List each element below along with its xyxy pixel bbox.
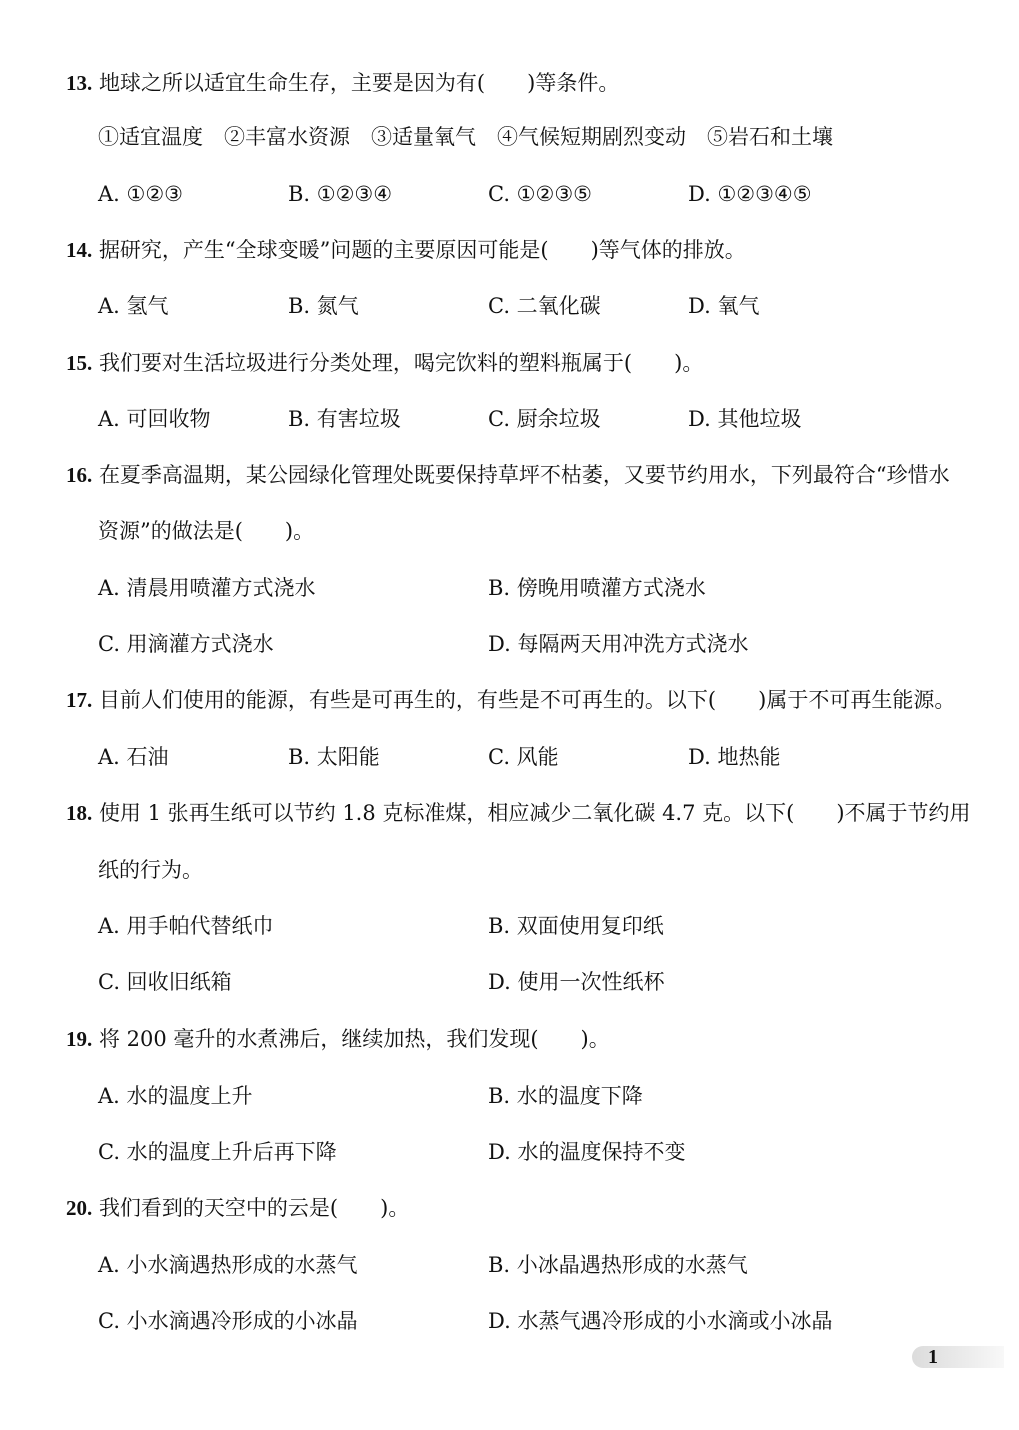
question-19-stem (66, 1024, 610, 1054)
option-d[interactable]: D. 其他垃圾 (688, 407, 802, 431)
question-text-continued: 纸的行为。 (98, 858, 203, 882)
option-d[interactable]: D. 使用一次性纸杯 (488, 970, 665, 994)
question-number: 13. (66, 71, 93, 95)
question-14-stem (66, 235, 746, 265)
option-b[interactable]: B. 傍晚用喷灌方式浇水 (488, 576, 706, 600)
option-c[interactable]: C. 二氧化碳 (488, 294, 601, 318)
option-a[interactable]: A. 氢气 (98, 294, 169, 318)
option-d[interactable]: D. ①②③④⑤ (688, 182, 812, 206)
question-number: 14. (66, 238, 93, 262)
option-b[interactable]: B. 水的温度下降 (488, 1084, 643, 1108)
option-a[interactable]: A. 用手帕代替纸巾 (98, 914, 274, 938)
option-a[interactable]: A. 水的温度上升 (98, 1084, 253, 1108)
option-c[interactable]: C. ①②③⑤ (488, 182, 592, 206)
option-c[interactable]: C. 厨余垃圾 (488, 407, 601, 431)
question-text: 我们要对生活垃圾进行分类处理，喝完饮料的塑料瓶属于( )。 (98, 351, 704, 375)
page-number-tab (912, 1346, 1004, 1368)
option-d[interactable]: D. 水的温度保持不变 (488, 1140, 686, 1164)
question-13-stem (66, 68, 619, 98)
option-d[interactable]: D. 地热能 (688, 745, 781, 769)
question-number: 16. (66, 463, 93, 487)
option-b[interactable]: B. ①②③④ (288, 182, 393, 206)
page-number: 1 (928, 1346, 938, 1368)
question-text: 地球之所以适宜生命生存，主要是因为有( )等条件。 (98, 71, 620, 95)
option-b[interactable]: B. 太阳能 (288, 745, 380, 769)
option-a[interactable]: A. ①②③ (98, 182, 183, 206)
option-a[interactable]: A. 小水滴遇热形成的水蒸气 (98, 1253, 358, 1277)
option-c[interactable]: C. 水的温度上升后再下降 (98, 1140, 337, 1164)
question-text: 使用 1 张再生纸可以节约 1.8 克标准煤，相应减少二氧化碳 4.7 克。以下( )不属于节约用 (98, 801, 971, 825)
question-text: 目前人们使用的能源，有些是可再生的，有些是不可再生的。以下( )属于不可再生能源。 (98, 688, 956, 712)
question-text-continued: 资源”的做法是( )。 (98, 519, 315, 543)
option-b[interactable]: B. 氮气 (288, 294, 359, 318)
option-a[interactable]: A. 清晨用喷灌方式浇水 (98, 576, 316, 600)
option-d[interactable]: D. 氧气 (688, 294, 760, 318)
question-number: 15. (66, 351, 93, 375)
option-d[interactable]: D. 每隔两天用冲洗方式浇水 (488, 632, 749, 656)
question-13-statements: ①适宜温度 ②丰富水资源 ③适量氧气 ④气候短期剧烈变动 ⑤岩石和土壤 (98, 125, 833, 149)
question-15-stem (66, 348, 703, 378)
option-b[interactable]: B. 有害垃圾 (288, 407, 401, 431)
option-c[interactable]: C. 风能 (488, 745, 559, 769)
option-b[interactable]: B. 双面使用复印纸 (488, 914, 664, 938)
question-18-stem (66, 798, 971, 828)
question-20-stem (66, 1193, 409, 1223)
option-d[interactable]: D. 水蒸气遇冷形成的小水滴或小冰晶 (488, 1309, 833, 1333)
question-text: 将 200 毫升的水煮沸后，继续加热，我们发现( )。 (98, 1027, 610, 1051)
question-text: 在夏季高温期，某公园绿化管理处既要保持草坪不枯萎，又要节约用水，下列最符合“珍惜水 (98, 463, 950, 487)
option-b[interactable]: B. 小冰晶遇热形成的水蒸气 (488, 1253, 748, 1277)
question-text: 据研究，产生“全球变暖”问题的主要原因可能是( )等气体的排放。 (98, 238, 746, 262)
question-number: 20. (66, 1196, 93, 1220)
question-number: 17. (66, 688, 93, 712)
question-number: 19. (66, 1027, 93, 1051)
option-c[interactable]: C. 小水滴遇冷形成的小冰晶 (98, 1309, 358, 1333)
question-number: 18. (66, 801, 93, 825)
question-text: 我们看到的天空中的云是( )。 (98, 1196, 410, 1220)
option-c[interactable]: C. 回收旧纸箱 (98, 970, 232, 994)
question-17-stem (66, 685, 955, 715)
question-16-stem (66, 460, 950, 490)
option-a[interactable]: A. 石油 (98, 745, 169, 769)
option-a[interactable]: A. 可回收物 (98, 407, 211, 431)
option-c[interactable]: C. 用滴灌方式浇水 (98, 632, 274, 656)
